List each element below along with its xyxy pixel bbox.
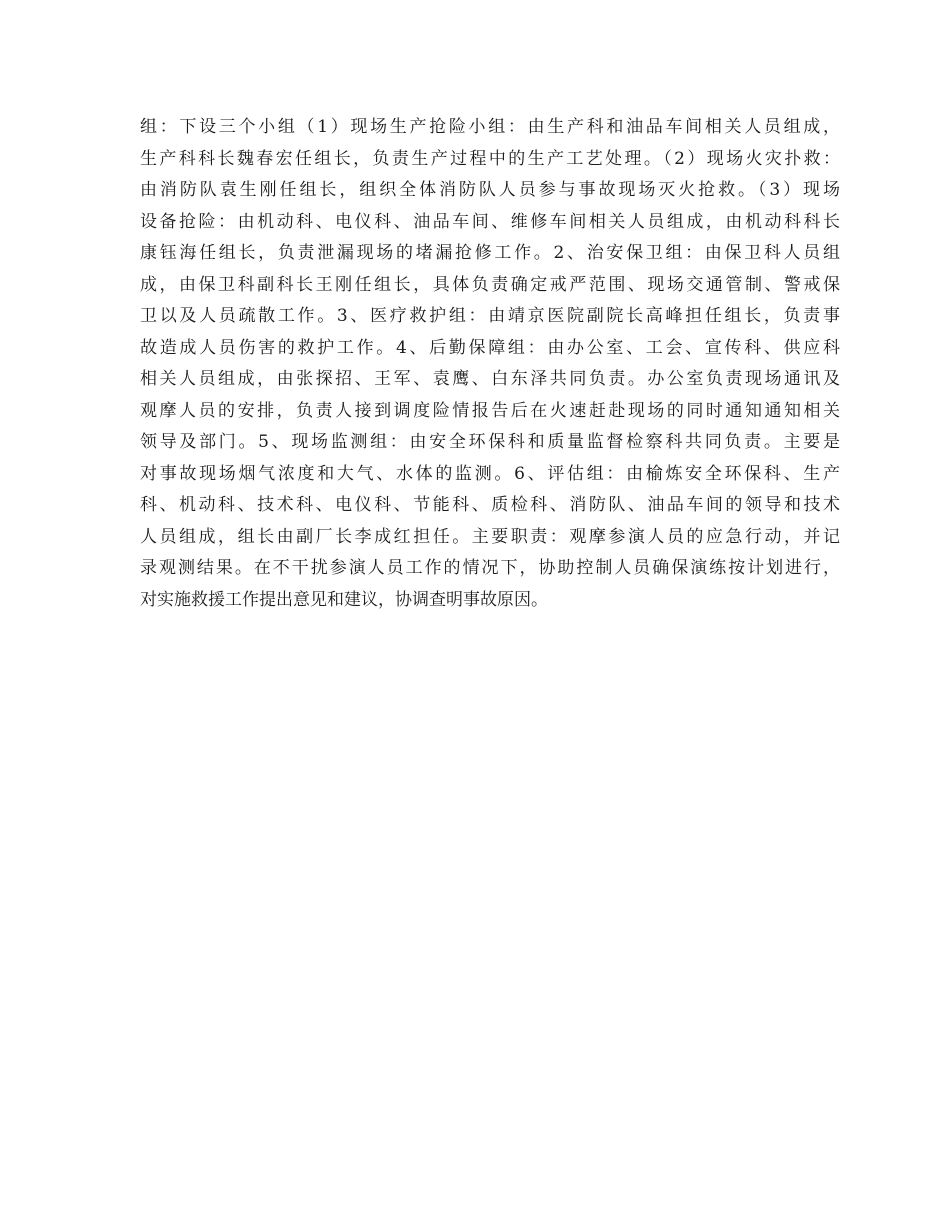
text-line-12: 对事故现场烟气浓度和大气、水体的监测。6、评估组：由榆炼安全环保科、生产 xyxy=(140,463,840,484)
text-line-10: 观摩人员的安排，负责人接到调度险情报告后在火速赶赴现场的同时通知通知相关 xyxy=(140,400,840,421)
text-line-11: 领导及部门。5、现场监测组：由安全环保科和质量监督检察科共同负责。主要是 xyxy=(140,432,840,452)
text-line-7: 卫以及人员疏散工作。3、医疗救护组：由靖京医院副院长高峰担任组长，负责事 xyxy=(140,306,840,326)
text-line-2: 生产科科长魏春宏任组长，负责生产过程中的生产工艺处理。（2）现场火灾扑救： xyxy=(140,148,840,169)
text-line-5: 康钰海任组长，负责泄漏现场的堵漏抢修工作。2、治安保卫组：由保卫科人员组 xyxy=(140,243,840,263)
text-line-15: 录观测结果。在不干扰参演人员工作的情况下，协助控制人员确保演练按计划进行， xyxy=(140,558,840,578)
text-line-8: 故造成人员伤害的救护工作。4、后勤保障组：由办公室、工会、宣传科、供应科 xyxy=(140,337,840,358)
text-line-6: 成，由保卫科副科长王刚任组长，具体负责确定戒严范围、现场交通管制、警戒保 xyxy=(140,274,840,295)
body-paragraph xyxy=(140,112,840,616)
text-line-1: 组：下设三个小组（1）现场生产抢险小组：由生产科和油品车间相关人员组成， xyxy=(140,117,840,137)
text-line-9: 相关人员组成，由张探招、王军、袁鹰、白东泽共同负责。办公室负责现场通讯及 xyxy=(140,369,840,389)
text-line-16: 对实施救援工作提出意见和建议，协调查明事故原因。 xyxy=(140,589,548,610)
text-line-4: 设备抢险：由机动科、电仪科、油品车间、维修车间相关人员组成，由机动科科长 xyxy=(140,211,840,232)
text-line-3: 由消防队袁生刚任组长，组织全体消防队人员参与事故现场灭火抢救。（3）现场 xyxy=(140,180,840,200)
text-line-13: 科、机动科、技术科、电仪科、节能科、质检科、消防队、油品车间的领导和技术 xyxy=(140,495,840,515)
text-line-14: 人员组成，组长由副厂长李成红担任。主要职责：观摩参演人员的应急行动，并记 xyxy=(140,526,840,547)
